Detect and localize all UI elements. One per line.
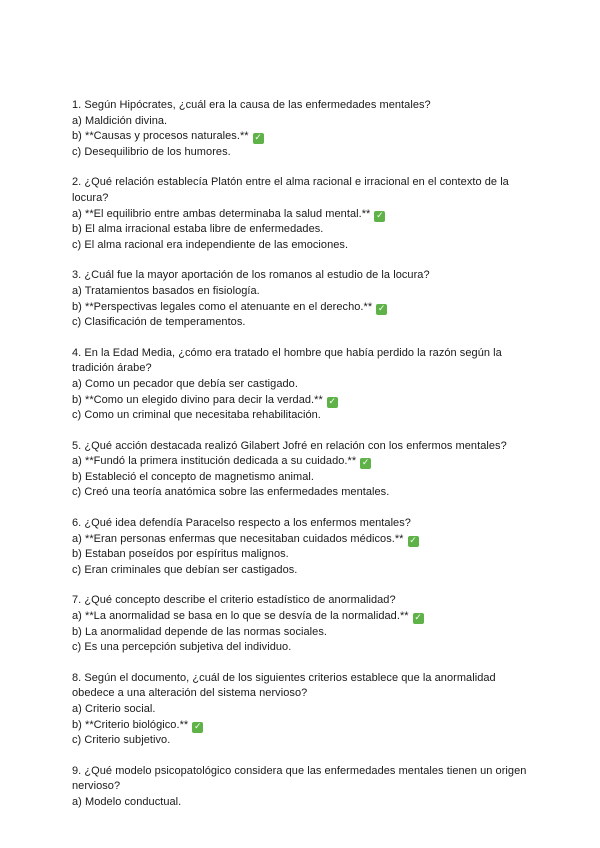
check-mark-icon: ✓ bbox=[414, 613, 422, 624]
answer-option-text: c) Como un criminal que necesitaba rehabilitación. bbox=[72, 409, 321, 422]
answer-option bbox=[72, 222, 532, 238]
answer-option-text: b) **Criterio biológico.** bbox=[72, 718, 189, 731]
check-mark-icon: ✓ bbox=[377, 303, 386, 314]
answer-option bbox=[72, 470, 532, 486]
document-page bbox=[72, 98, 532, 826]
check-mark-icon: ✓ bbox=[328, 396, 337, 407]
check-mark-icon: ✓ bbox=[376, 210, 384, 221]
check-mark-icon: ✓ bbox=[361, 458, 370, 469]
question-stem: 4. En la Edad Media, ¿cómo era tratado el hombre que había perdido la razón según la tradición árabe? bbox=[72, 346, 502, 375]
answer-option bbox=[72, 393, 532, 409]
question-block bbox=[72, 439, 532, 501]
answer-option-text: a) Maldición divina. bbox=[72, 114, 168, 127]
answer-option-text: b) **Perspectivas legales como el atenuante en el derecho.** bbox=[72, 300, 373, 313]
question-stem: 3. ¿Cuál fue la mayor aportación de los romanos al estudio de la locura? bbox=[72, 269, 430, 282]
question-block bbox=[72, 764, 532, 811]
answer-option bbox=[72, 640, 532, 656]
answer-option-text: b) Estaban poseídos por espíritus malignos. bbox=[72, 548, 289, 561]
answer-option-text: a) Modelo conductual. bbox=[72, 795, 182, 808]
answer-option bbox=[72, 625, 532, 641]
answer-option-text: a) Como un pecador que debía ser castigado. bbox=[72, 377, 298, 390]
answer-option-text: a) **Fundó la primera institución dedicada a su cuidado.** bbox=[72, 455, 357, 468]
answer-option-text: c) Creó una teoría anatómica sobre las enfermedades mentales. bbox=[72, 486, 390, 499]
check-mark-icon: ✓ bbox=[409, 535, 417, 546]
answer-option bbox=[72, 454, 532, 470]
answer-option bbox=[72, 795, 532, 811]
answer-option bbox=[72, 485, 532, 501]
question-stem: 1. Según Hipócrates, ¿cuál era la causa de las enfermedades mentales? bbox=[72, 99, 431, 111]
question-stem: 5. ¿Qué acción destacada realizó Gilabert Jofré en relación con los enfermos mentales? bbox=[72, 439, 507, 452]
answer-option-text: a) **El equilibrio entre ambas determinaba la salud mental.** bbox=[72, 207, 371, 220]
answer-option-text: a) Tratamientos basados en fisiología. bbox=[72, 284, 260, 297]
answer-option-text: a) Criterio social. bbox=[72, 703, 156, 715]
answer-option bbox=[72, 377, 532, 393]
answer-option bbox=[72, 563, 532, 579]
question-block bbox=[72, 98, 532, 160]
check-mark-icon: ✓ bbox=[254, 133, 262, 144]
check-mark-icon: ✓ bbox=[193, 721, 202, 732]
answer-option bbox=[72, 238, 532, 254]
answer-option-text: c) Clasificación de temperamentos. bbox=[72, 316, 246, 329]
answer-option-text: b) Estableció el concepto de magnetismo animal. bbox=[72, 470, 315, 483]
answer-option-text: c) El alma racional era independiente de las emociones. bbox=[72, 238, 349, 251]
answer-option bbox=[72, 300, 532, 316]
question-block bbox=[72, 175, 532, 253]
answer-option-text: c) Es una percepción subjetiva del individuo. bbox=[72, 641, 292, 654]
answer-option-text: c) Desequilibrio de los humores. bbox=[72, 145, 231, 158]
answer-option-text: b) **Causas y procesos naturales.** bbox=[72, 130, 249, 143]
answer-option bbox=[72, 609, 532, 625]
answer-option bbox=[72, 315, 532, 331]
answer-option-text: b) La anormalidad depende de las normas sociales. bbox=[72, 625, 327, 638]
answer-option bbox=[72, 129, 532, 145]
answer-option bbox=[72, 207, 532, 223]
answer-option bbox=[72, 284, 532, 300]
question-block bbox=[72, 268, 532, 330]
question-block bbox=[72, 346, 532, 424]
answer-option-text: b) **Como un elegido divino para decir la verdad.** bbox=[72, 393, 323, 406]
answer-option bbox=[72, 145, 532, 161]
answer-option-text: c) Criterio subjetivo. bbox=[72, 734, 171, 747]
answer-option bbox=[72, 718, 532, 734]
question-block bbox=[72, 593, 532, 655]
question-block bbox=[72, 516, 532, 578]
question-stem: 7. ¿Qué concepto describe el criterio estadístico de anormalidad? bbox=[72, 594, 396, 607]
answer-option-text: c) Eran criminales que debían ser castigados. bbox=[72, 563, 298, 576]
answer-option bbox=[72, 114, 532, 130]
question-stem: 8. Según el documento, ¿cuál de los siguientes criterios establece que la anormalidad obedece a una alteración del sistema nervioso? bbox=[72, 671, 496, 700]
answer-option-text: a) **La anormalidad se basa en lo que se desvía de la normalidad.** bbox=[72, 610, 409, 623]
question-stem: 2. ¿Qué relación establecía Platón entre el alma racional e irracional en el contexto de la locura? bbox=[72, 176, 509, 204]
answer-option bbox=[72, 532, 532, 548]
answer-option bbox=[72, 408, 532, 424]
question-block bbox=[72, 671, 532, 749]
answer-option bbox=[72, 733, 532, 749]
answer-option-text: b) El alma irracional estaba libre de enfermedades. bbox=[72, 223, 324, 236]
answer-option-text: a) **Eran personas enfermas que necesitaban cuidados médicos.** bbox=[72, 532, 404, 545]
question-stem: 6. ¿Qué idea defendía Paracelso respecto a los enfermos mentales? bbox=[72, 517, 411, 530]
answer-option bbox=[72, 547, 532, 563]
answer-option bbox=[72, 702, 532, 718]
question-stem: 9. ¿Qué modelo psicopatológico considera que las enfermedades mentales tienen un origen nervioso? bbox=[72, 764, 527, 793]
